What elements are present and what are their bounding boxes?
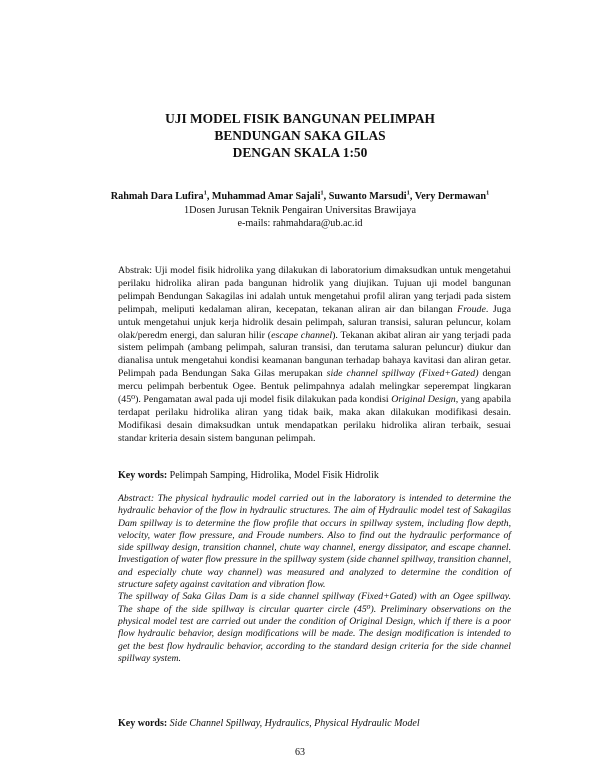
keywords-value: Pelimpah Samping, Hidrolika, Model Fisik Hidrolik [169,470,379,481]
abstrak-text-3: ). Tekanan akibat aliran air yang terjadi pada sistem pelimpah (ambang pelimpah, saluran transisi, dan terutama saluran peluncur) diukur dan dianalisa untuk mengetahui kondisi keamanan bangunan terhadap bahaya kavitasi dan aliran getar. Pelimpah pada Bendungan Saka Gilas merupakan [118,329,511,380]
abstract-paragraph-1: Abstract: The physical hydraulic model carried out in the laboratory is intended to determine the hydraulic behavior of the flow in hydraulic structures. The aim of Hydraulic model test of Sakagilas Dam spillway is to determine the flow profile that occurs in spillway system, including flow depth, velocity, water flow pressure, and Froude numbers. Also to find out the hydraulic performance of side spillway design, transition channel, chute way channel, energy dissipator, and escape channel. Investigation of water flow pressure in the spillway system (side channel spillway, transition channel, and especially chute way channel) was measured and analyzed to determine the condition of structure safety against cavitation and vibration flow. [118,493,511,591]
abstrak-side-channel: side channel spillway (Fixed+Gated) [326,368,479,380]
abstrak-original-design: Original Design [391,394,456,406]
abstrak-text-2: . Juga untuk mengetahui unjuk kerja hidrolik desain pelimpah, saluran transisi, saluran peluncur, kolam olak/peredm energi, dan saluran hilir ( [118,303,511,341]
author-names [0,190,600,204]
keywords-value: Side Channel Spillway, Hydraulics, Physical Hydraulic Model [169,718,420,729]
affiliation: 1Dosen Jurusan Teknik Pengairan Universitas Brawijaya [184,204,416,216]
abstract-english [118,493,511,665]
abstrak-text-4: dengan mercu pelimpah berbentuk Ogee. Bentuk pelimpahnya adalah melingkar seperempat lingkaran (45⁰). Pengamatan awal pada uji model fisik dilakukan pada kondisi [118,368,511,406]
keywords-label: Key words: [118,470,168,481]
page-number: 63 [295,747,305,758]
abstrak-escape-channel: escape channel [271,329,333,341]
paper-title [0,110,600,161]
author-4-affil: 1 [485,189,490,197]
abstrak-indonesian [118,265,511,446]
author-separator: , [323,191,329,202]
abstrak-text-5: , yang apabila terdapat perilaku hidrolika aliran yang tidak baik, maka akan dilakukan modifikasi desain. Modifikasi desain dimaksudkan untuk mendapatkan perilaku hidrolika aliran terbaik, sesuai standar kriteria desain sistem bangunan pelimpah. [118,394,511,444]
keywords-label: Key words: [118,718,168,729]
title-line-2: BENDUNGAN SAKA GILAS [214,128,386,143]
author-1: Rahmah Dara Lufira [110,191,204,202]
author-separator: , [409,191,415,202]
title-line-3: DENGAN SKALA 1:50 [232,145,368,160]
author-2-affil: 1 [320,189,324,197]
author-2: Muhammad Amar Sajali [211,191,321,202]
email: e-mails: rahmahdara@ub.ac.id [237,218,363,229]
keywords-indonesian [118,470,518,481]
title-line-1: UJI MODEL FISIK BANGUNAN PELIMPAH [165,111,435,126]
author-block [0,190,600,231]
abstrak-text-1: Abstrak: Uji model fisik hidrolika yang dilakukan di laboratorium dimaksudkan untuk mengetahui perilaku hidrolika aliran pada bangunan hidrolik yang diujikan. Tujuan uji model bangunan pelimpah Bendungan Sakagilas ini adalah untuk mengetahui profil aliran yang terjadi pada sistem pelimpah, meliputi kedalaman aliran, kecepatan, tekanan aliran air dan bilangan [118,265,511,315]
abstract-paragraph-2: The spillway of Saka Gilas Dam is a side channel spillway (Fixed+Gated) with an Ogee spillway. The shape of the side spillway is circular quarter circle (45⁰). Preliminary observations on the physical model test are carried out under the condition of Original Design, which if there is a poor flow hydraulic behavior, design modifications will be made. The design modification is intended to get the best flow hydraulic behavior, according to the standard design criteria for the side channel spillway system. [118,591,511,664]
author-3: Suwanto Marsudi [328,191,407,202]
author-3-affil: 1 [406,189,410,197]
author-separator: , [206,191,212,202]
author-4: Very Dermawan [414,191,486,202]
keywords-english [118,718,518,729]
author-1-affil: 1 [203,189,207,197]
abstrak-froude: Froude [457,303,486,315]
